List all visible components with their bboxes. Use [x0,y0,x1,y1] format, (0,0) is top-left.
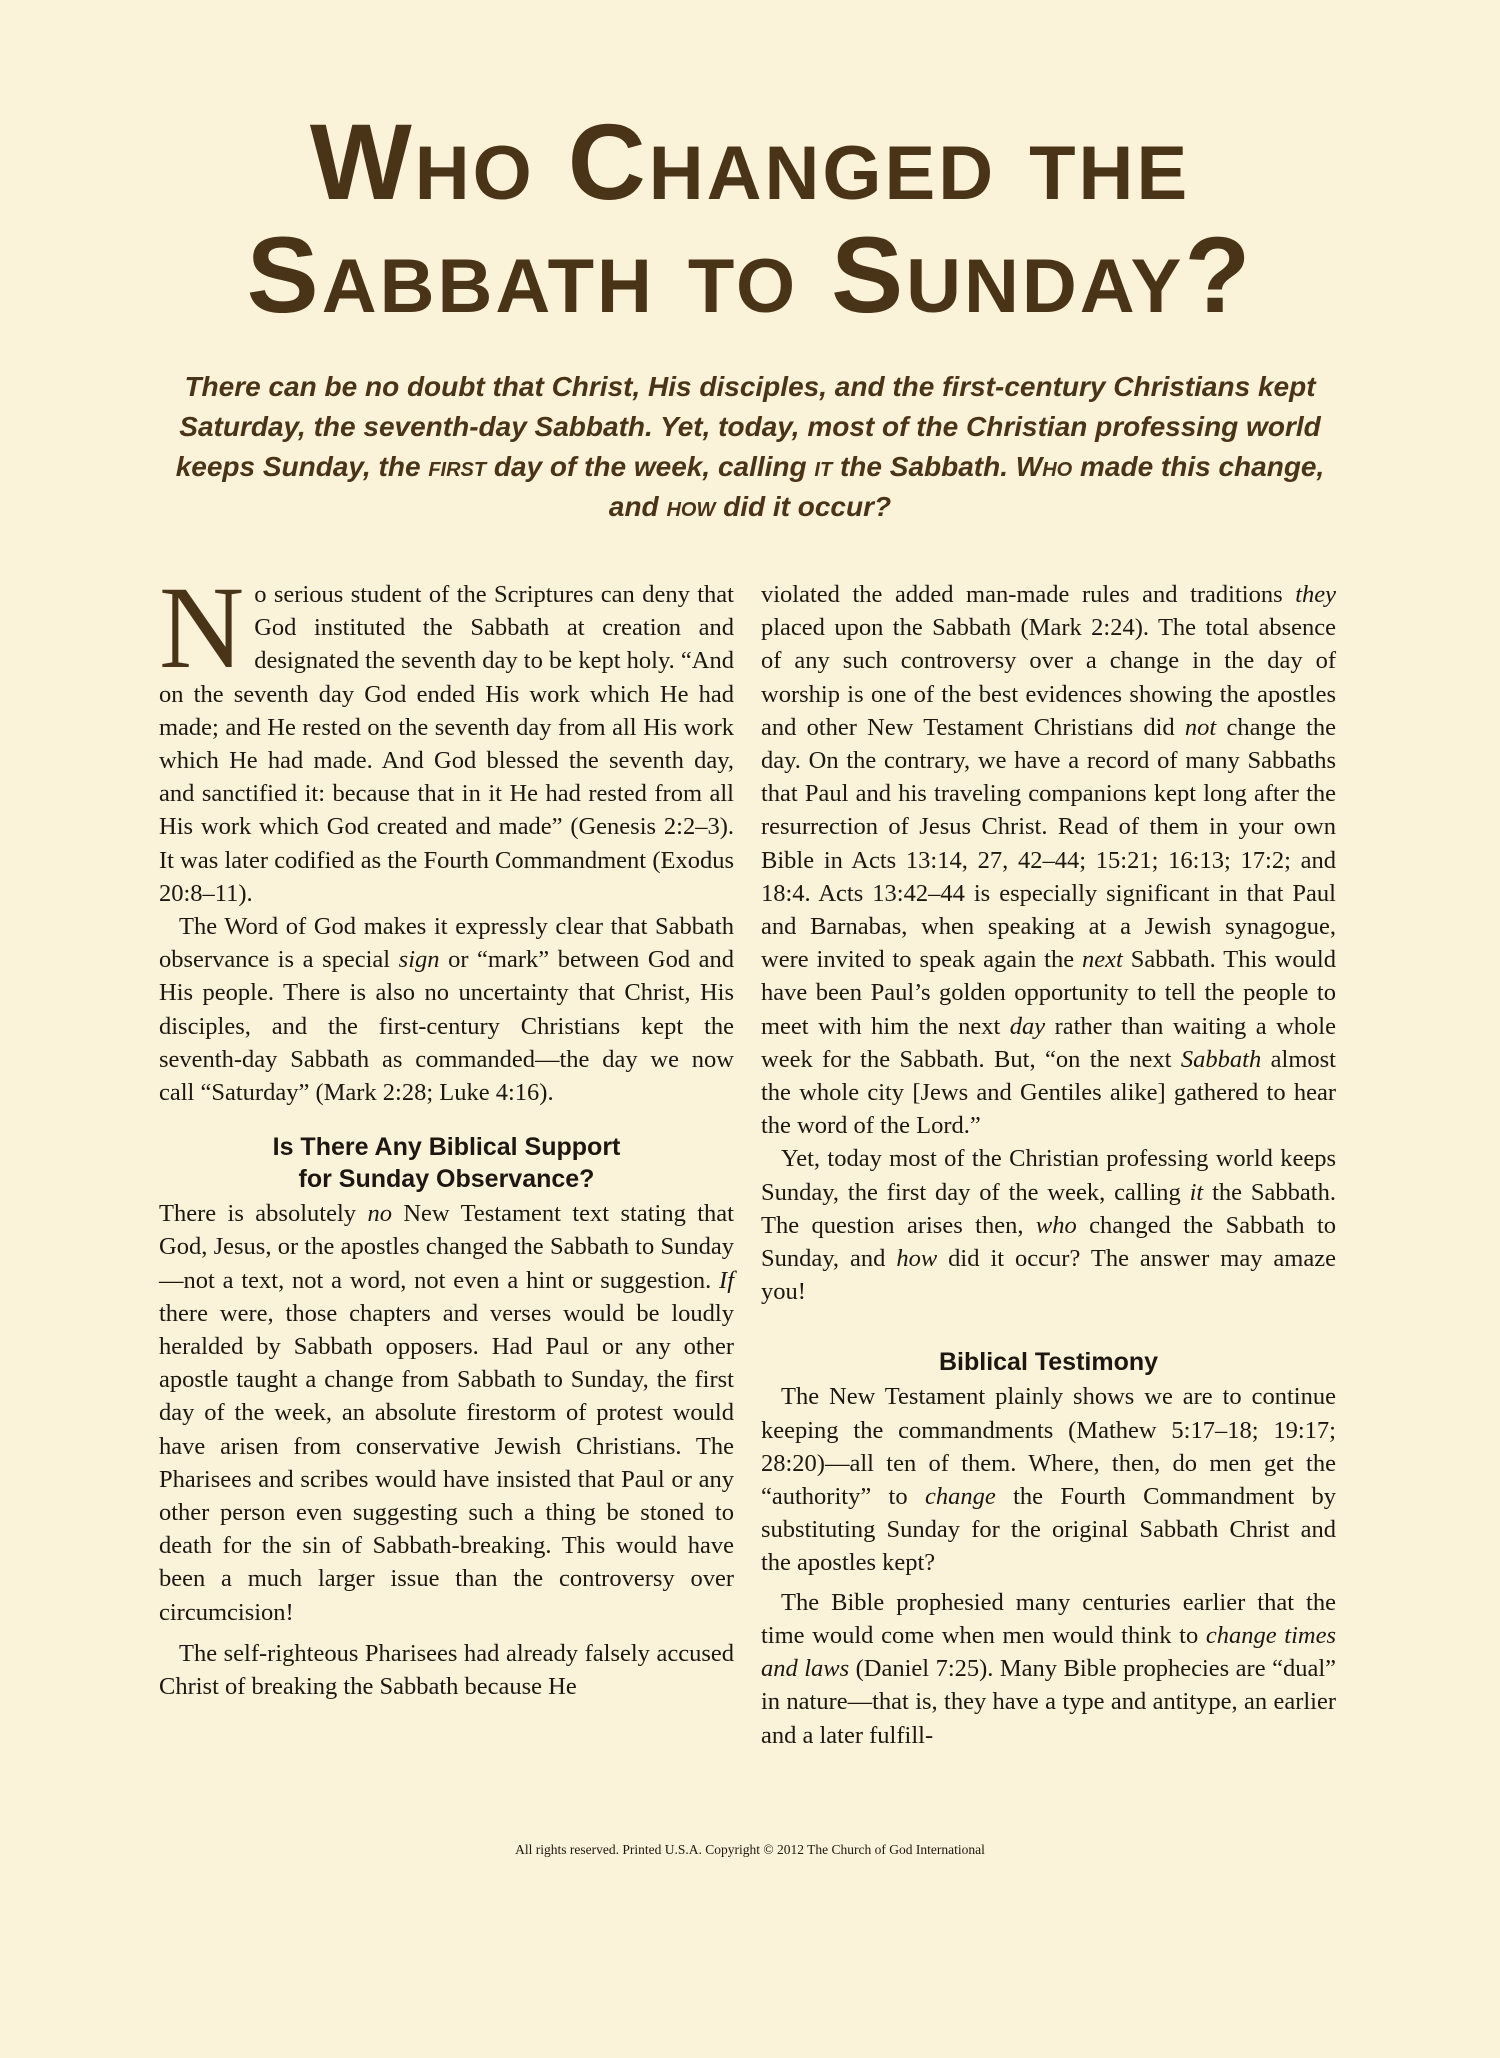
subtitle-emphasis: Who [1015,451,1073,482]
emphasis: how [896,1245,938,1273]
emphasis: change times and laws [761,1621,1336,1683]
section-heading: Biblical Testimony [938,1348,1159,1377]
emphasis: If [719,1266,734,1294]
paragraph-text: placed upon the Sabbath (Mark 2:24). The total absence of any such controversy over a change in the day of worship is one of the best evidences showing the apostles and other New Testament Christians did [761,614,1336,741]
emphasis: who [1035,1211,1077,1239]
subtitle [150,367,1350,527]
subtitle-emphasis: how [666,491,716,522]
subtitle-text: the Sabbath. [832,451,1016,482]
paragraph-text: Sabbath. This would have been Paul’s golden opportunity to tell the people to meet with him the next [761,946,1336,1040]
paragraph-text: changed the Sabbath to Sunday, and [761,1211,1336,1273]
emphasis: they [1295,581,1336,608]
paragraph-text: The self-righteous Pharisees had already falsely accused Christ of breaking the Sabbath because He [159,1639,734,1701]
drop-cap: N [159,562,245,693]
subtitle-emphasis: it [814,451,833,482]
paragraph [159,1637,734,1703]
paragraph-text: There is absolutely [159,1200,368,1228]
paragraph-text: rather than waiting a whole week for the Sabbath. But, “on the next [761,1012,1336,1073]
paragraph-text: The Word of God makes it expressly clear that Sabbath observance is a special [159,913,734,974]
emphasis: sign [398,946,440,974]
paragraph-text: Yet, today most of the Christian professing world keeps Sunday, the first day of the week, calling [761,1145,1336,1206]
paragraph-text: the Fourth Commandment by substituting Sunday for the original Sabbath Christ and the apostles kept? [761,1483,1337,1577]
paragraph [761,1142,1336,1308]
subtitle-text: made this change, and [608,451,1325,522]
right-column [761,578,1336,1752]
emphasis: Sabbath [1180,1045,1262,1073]
heading-line: Is There Any Biblical Support [272,1133,621,1162]
heading-line: for Sunday Observance? [298,1165,595,1194]
paragraph-text: change the day. On the contrary, we have a record of many Sabbaths that Paul and his traveling companions kept long after the resurrection of Jesus Christ. Read of them in your own Bible in Acts 13:14, 27, 42–44; 15:21; 16:13; 17:2; and 18:4. Acts 13:42–44 is especially significant in that Paul and Barnabas, when speaking at a Jewish synagogue, were invited to speak again the [761,713,1336,974]
title-line-2: Sabbath to Sunday? [246,214,1254,336]
emphasis: no [367,1200,392,1228]
paragraph-text: violated the added man-made rules and traditions [761,581,1296,608]
paragraph-text: the Sabbath. The question arises then, [761,1178,1336,1239]
subtitle-emphasis: first [428,451,487,482]
paragraph-text: New Testament text stating that God, Jesus, or the apostles changed the Sabbath to Sunday—not a text, not a word, not even a hint or suggestion. [159,1200,734,1294]
emphasis: change [924,1483,996,1511]
copyright-footer: All rights reserved. Printed U.S.A. Copyright © 2012 The Church of God International [515,1842,985,1857]
emphasis: not [1184,713,1217,741]
section-heading [159,1131,734,1195]
paragraph-text: The New Testament plainly shows we are to continue keeping the commandments (Mathew 5:17–18; 19:17; 28:20)—all ten of them. Where, then, do men get the “authority” to [761,1383,1336,1511]
emphasis: day [1009,1012,1046,1040]
paragraph [159,910,734,1109]
paragraph [159,1197,734,1629]
page-title [0,101,1500,336]
paragraph [761,578,1336,1142]
paragraph-text: almost the whole city [Jews and Gentiles alike] gathered to hear the word of the Lord.” [761,1045,1336,1140]
paragraph-text: did it occur? The answer may amaze you! [761,1245,1336,1306]
left-column [159,562,734,1703]
paragraph [761,1586,1336,1752]
subtitle-text: day of the week, calling [486,451,815,482]
subtitle-text: did it occur? [715,491,892,522]
paragraph-text: The Bible prophesied many centuries earlier that the time would come when men would think to [761,1588,1336,1649]
paragraph-text: o serious student of the Scriptures can deny that God instituted the Sabbath at creation and designated the seventh day to be kept holy. “And on the seventh day God ended His work which He had made; and He rested on the seventh day from all His work which He had made. And God blessed the seventh day, and sanctified it: because that in it He had rested from all His work which God created and made” (Genesis 2:2–3). It was later codified as the Fourth Commandment (Exodus 20:8–11). [159,581,734,907]
emphasis: next [1082,946,1123,974]
paragraph-text: there were, those chapters and verses would be loudly heralded by Sabbath opposers. Had Paul or any other apostle taught a change from Sabbath to Sunday, the first day of the week, an absolute firestorm of protest would have arisen from conservative Jewish Christians. The Pharisees and scribes would have insisted that Paul or any other person even suggesting such a thing be stoned to death for the sin of Sabbath-breaking. This would have been a much larger issue than the controversy over circumcision! [159,1299,734,1626]
emphasis: it [1189,1178,1204,1206]
title-line-1: Who Changed the [309,101,1191,222]
subtitle-text: There can be no doubt that Christ, His disciples, and the first-century Christians kept Saturday, the seventh-day Sabbath. Yet, today, most of the Christian professing world keeps Sunday, the [175,371,1321,482]
paragraph [761,1380,1336,1579]
paragraph-text: (Daniel 7:25). Many Bible prophecies are “dual” in nature—that is, they have a type and antitype, an earlier and a later fulfill- [761,1655,1336,1749]
paragraph [159,562,734,910]
paragraph-text: or “mark” between God and His people. There is also no uncertainty that Christ, His disciples, and the first-century Christians kept the seventh-day Sabbath as commanded—the day we now call “Saturday” (Mark 2:28; Luke 4:16). [159,946,734,1107]
